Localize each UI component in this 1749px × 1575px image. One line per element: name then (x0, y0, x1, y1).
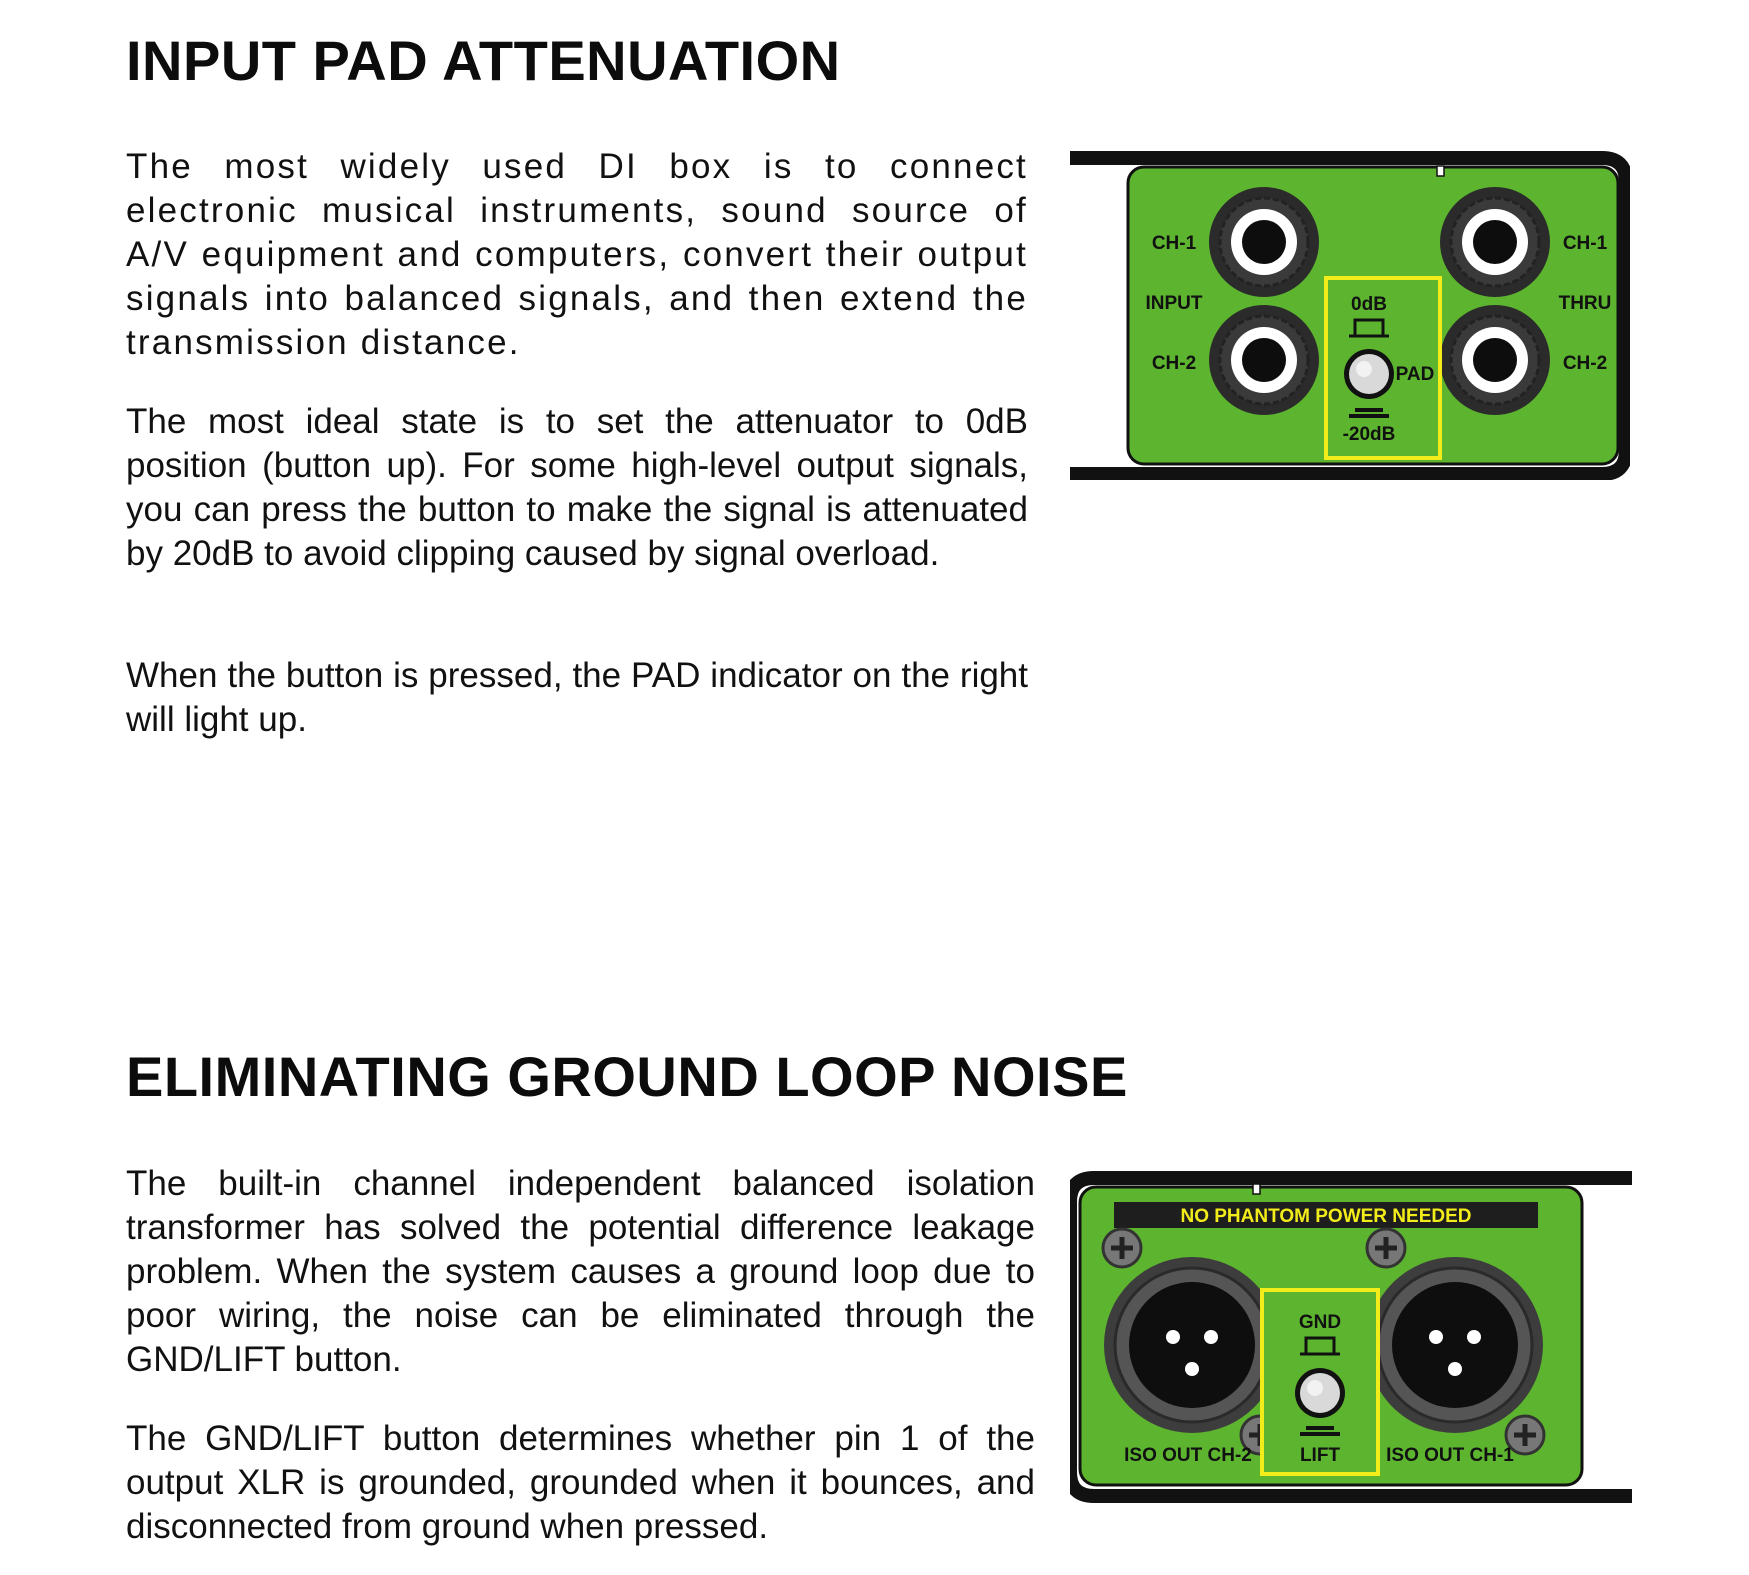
section-heading-ground-loop: ELIMINATING GROUND LOOP NOISE (126, 1045, 1128, 1108)
thru-ch2-label: CH-2 (1562, 353, 1608, 374)
input-panel-illustration (1070, 150, 1630, 480)
input-panel-plate (1128, 167, 1618, 464)
input-ch1-label: CH-1 (1151, 233, 1197, 254)
xlr-ch1-connector (1367, 1257, 1543, 1433)
input-ch1-jack (1209, 187, 1319, 297)
iso-out-ch1-label: ISO OUT CH-1 (1386, 1445, 1514, 1466)
screw-top-right-icon (1367, 1229, 1405, 1267)
pad-label: PAD (1395, 364, 1435, 385)
paragraph-gnd-lift-button: The GND/LIFT button determines whether pin 1 of the output XLR is grounded, grounded when it bounces, and disconnected from ground when pressed. (126, 1419, 1035, 1546)
pad-minus20-label: -20dB (1342, 424, 1396, 445)
iso-out-ch2-label: ISO OUT CH-2 (1124, 1445, 1252, 1466)
pad-0db-label: 0dB (1351, 294, 1387, 315)
lift-label: LIFT (1299, 1445, 1341, 1466)
thru-label: THRU (1558, 293, 1612, 314)
thru-ch2-jack (1440, 305, 1550, 415)
gnd-lift-button (1295, 1368, 1345, 1418)
thru-ch1-jack (1440, 187, 1550, 297)
paragraph-isolation-transformer: The built-in channel independent balanced isolation transformer has solved the potential difference leakage problem. When the system causes a ground loop due to poor wiring, the noise can be eliminated through the GND/LIFT button. (126, 1164, 1035, 1379)
output-panel-illustration (1070, 1170, 1640, 1505)
input-label: INPUT (1145, 293, 1203, 314)
thru-ch1-label: CH-1 (1562, 233, 1608, 254)
gnd-label: GND (1298, 1312, 1342, 1333)
pad-button (1344, 349, 1394, 399)
paragraph-di-box-usage: The most widely used DI box is to connect electronic musical instruments, sound source of A/V equipment and computers, convert their output signals into balanced signals, and then extend the transmission distance. (126, 147, 1028, 362)
xlr-ch2-connector (1104, 1257, 1280, 1433)
paragraph-pad-indicator: When the button is pressed, the PAD indicator on the right will light up. (126, 656, 1028, 739)
paragraph-attenuator-state: The most ideal state is to set the attenuator to 0dB position (button up). For some high-level output signals, you can press the button to make the signal is attenuated by 20dB to avoid clipping caused by signal overload. (126, 402, 1028, 573)
input-ch2-label: CH-2 (1151, 353, 1197, 374)
screw-top-left-icon (1103, 1229, 1141, 1267)
phantom-banner-text: NO PHANTOM POWER NEEDED (1180, 1206, 1472, 1227)
input-ch2-jack (1209, 305, 1319, 415)
section-heading-input-pad: INPUT PAD ATTENUATION (126, 29, 841, 92)
